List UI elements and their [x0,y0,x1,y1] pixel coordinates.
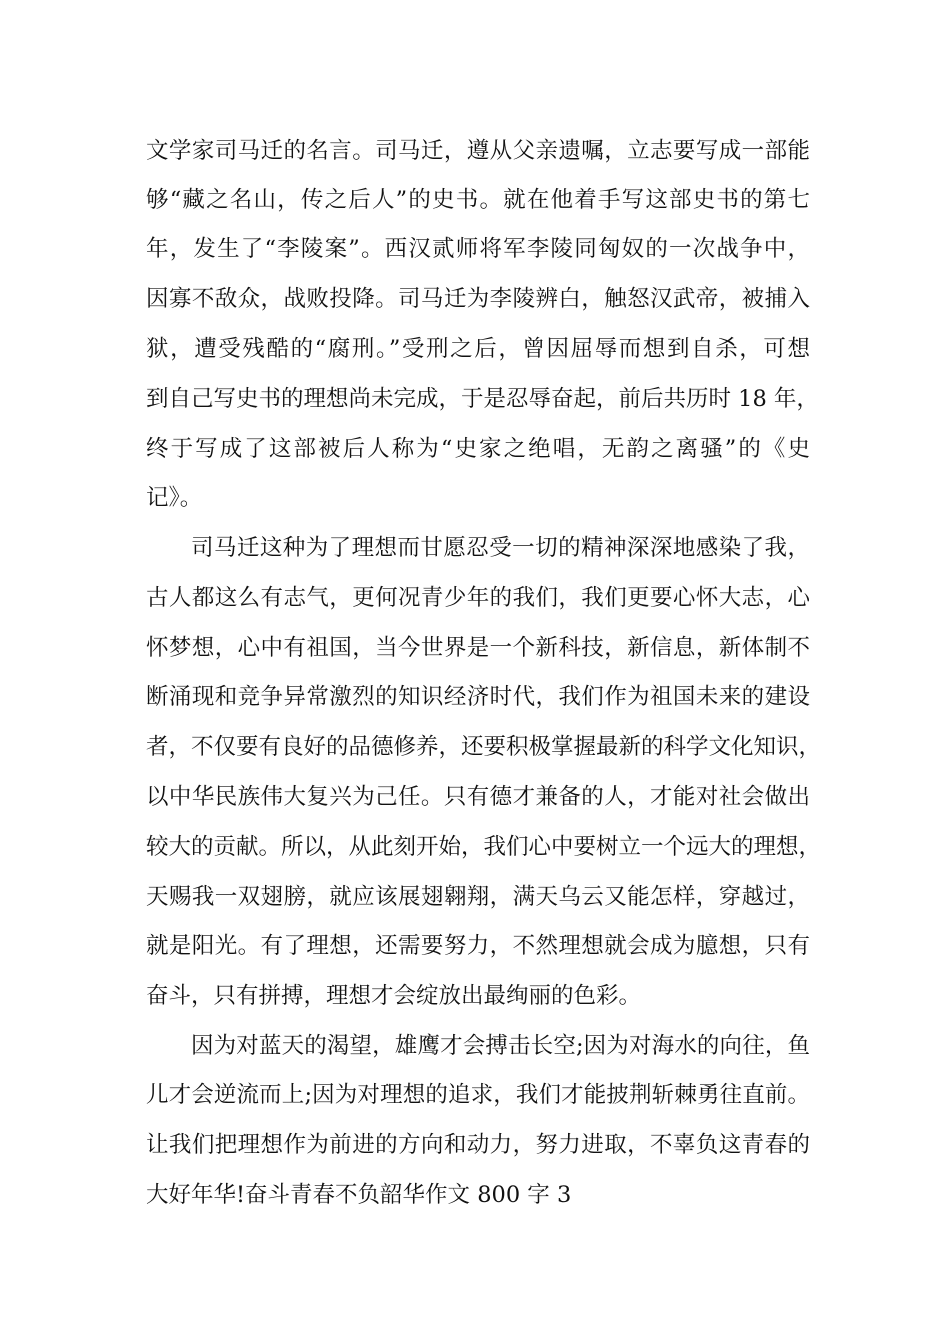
text-line: 记》。 [146,485,203,511]
text-line: 狱，遭受残酷的“腐刑。”受刑之后，曾因屈辱而想到自杀，可想 [146,336,810,362]
text-line: 断涌现和竞争异常激烈的知识经济时代，我们作为祖国未来的建设 [146,684,810,710]
text-line: 让我们把理想作为前进的方向和动力，努力进取，不辜负这青春的 [146,1132,810,1158]
text-line: 以中华民族伟大复兴为己任。只有德才兼备的人，才能对社会做出 [146,784,810,810]
text-line: 就是阳光。有了理想，还需要努力，不然理想就会成为臆想，只有 [146,933,810,959]
paragraph-first-line: 司马迁这种为了理想而甘愿忍受一切的精神深深地感染了我， [191,535,810,561]
text-line: 天赐我一双翅膀，就应该展翅翱翔，满天乌云又能怎样，穿越过， [146,884,810,910]
text-line: 因寡不敌众，战败投降。司马迁为李陵辨白，触怒汉武帝，被捕入 [146,286,810,312]
text-line: 到自己写史书的理想尚未完成，于是忍辱奋起，前后共历时 18 年， [146,386,819,412]
text-line: 文学家司马迁的名言。司马迁，遵从父亲遗嘱，立志要写成一部能 [146,138,810,164]
text-line: 较大的贡献。所以，从此刻开始，我们心中要树立一个远大的理想， [146,834,822,860]
text-line: 儿才会逆流而上;因为对理想的追求，我们才能披荆斩棘勇往直前。 [146,1082,810,1108]
text-line: 年，发生了“李陵案”。西汉贰师将军李陵同匈奴的一次战争中， [146,236,810,262]
paragraph-first-line: 因为对蓝天的渴望，雄鹰才会搏击长空;因为对海水的向往，鱼 [191,1033,810,1059]
text-line: 奋斗，只有拼搏，理想才会绽放出最绚丽的色彩。 [146,983,642,1009]
text-line: 终于写成了这部被后人称为“史家之绝唱，无韵之离骚”的《史 [146,436,810,462]
text-line: 古人都这么有志气，更何况青少年的我们，我们更要心怀大志，心 [146,585,810,611]
text-line: 者，不仅要有良好的品德修养，还要积极掌握最新的科学文化知识， [146,734,822,760]
text-line: 够“藏之名山，传之后人”的史书。就在他着手写这部史书的第七 [146,187,810,213]
text-line: 怀梦想，心中有祖国，当今世界是一个新科技，新信息，新体制不 [146,635,810,661]
text-line: 大好年华!奋斗青春不负韶华作文 800 字 3 [146,1182,572,1208]
